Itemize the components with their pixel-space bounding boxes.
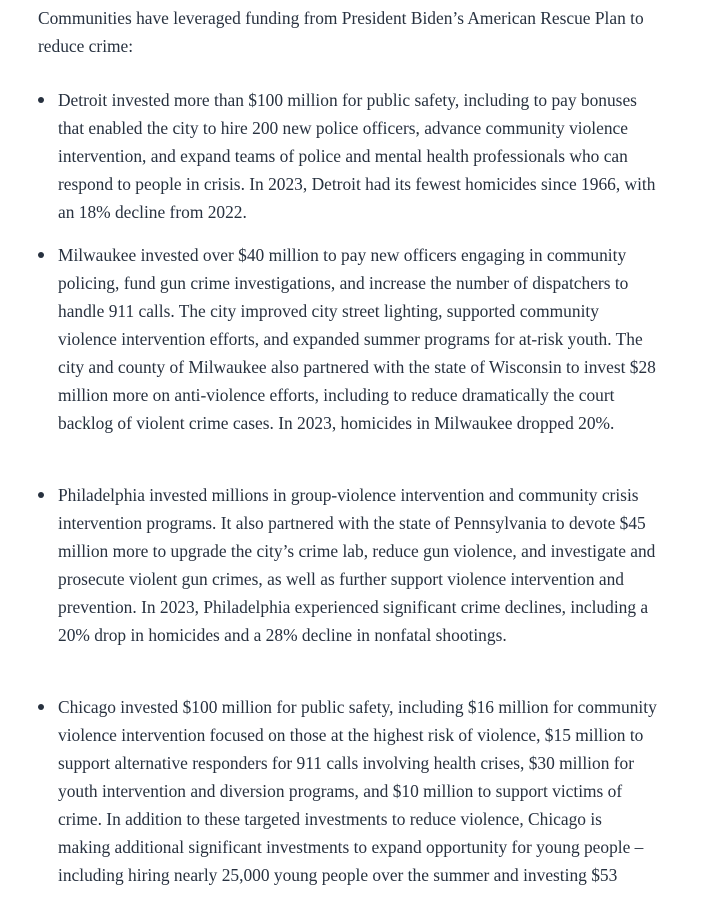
intro-paragraph: Communities have leveraged funding from President Biden’s American Rescue Plan to reduce crime: bbox=[38, 8, 644, 56]
bullet-dot-icon bbox=[38, 492, 44, 498]
bullet-text: Philadelphia invested millions in group-violence intervention and community crisis intervention programs. It also partnered with the state of Pennsylvania to devote $45 million more to upgrade the city’s crime lab, reduce gun violence, and investigate and prosecute violent gun crimes, as well as further support violence intervention and prevention. In 2023, Philadelphia experienced significant crime declines, including a 20% drop in homicides and a 28% decline in nonfatal shootings. bbox=[58, 485, 656, 645]
bullet-text: Chicago invested $100 million for public safety, including $16 million for community violence intervention focused on those at the highest risk of violence, $15 million to support alternative responders for 911 calls involving health crises, $30 million for youth intervention and diversion programs, and $10 million to support victims of crime. In addition to these targeted investments to reduce violence, Chicago is making additional significant investments to expand opportunity for young people – including hiring nearly 25,000 young people over the summer and investing $53 bbox=[58, 697, 657, 885]
bullet-dot-icon bbox=[38, 252, 44, 258]
bullet-dot-icon bbox=[38, 704, 44, 710]
bullet-text: Detroit invested more than $100 million for public safety, including to pay bonuses that enabled the city to hire 200 new police officers, advance community violence intervention, and expand teams of police and mental health professionals who can respond to people in crisis. In 2023, Detroit had its fewest homicides since 1966, with an 18% decline from 2022. bbox=[58, 90, 656, 222]
bullet-dot-icon bbox=[38, 97, 44, 103]
bullet-text: Milwaukee invested over $40 million to pay new officers engaging in community policing, fund gun crime investigations, and increase the number of dispatchers to handle 911 calls. The city improved city street lighting, supported community violence intervention efforts, and expanded summer programs for at-risk youth. The city and county of Milwaukee also partnered with the state of Wisconsin to invest $28 million more on anti-violence efforts, including to reduce dramatically the court backlog of violent crime cases. In 2023, homicides in Milwaukee dropped 20%. bbox=[58, 245, 656, 433]
